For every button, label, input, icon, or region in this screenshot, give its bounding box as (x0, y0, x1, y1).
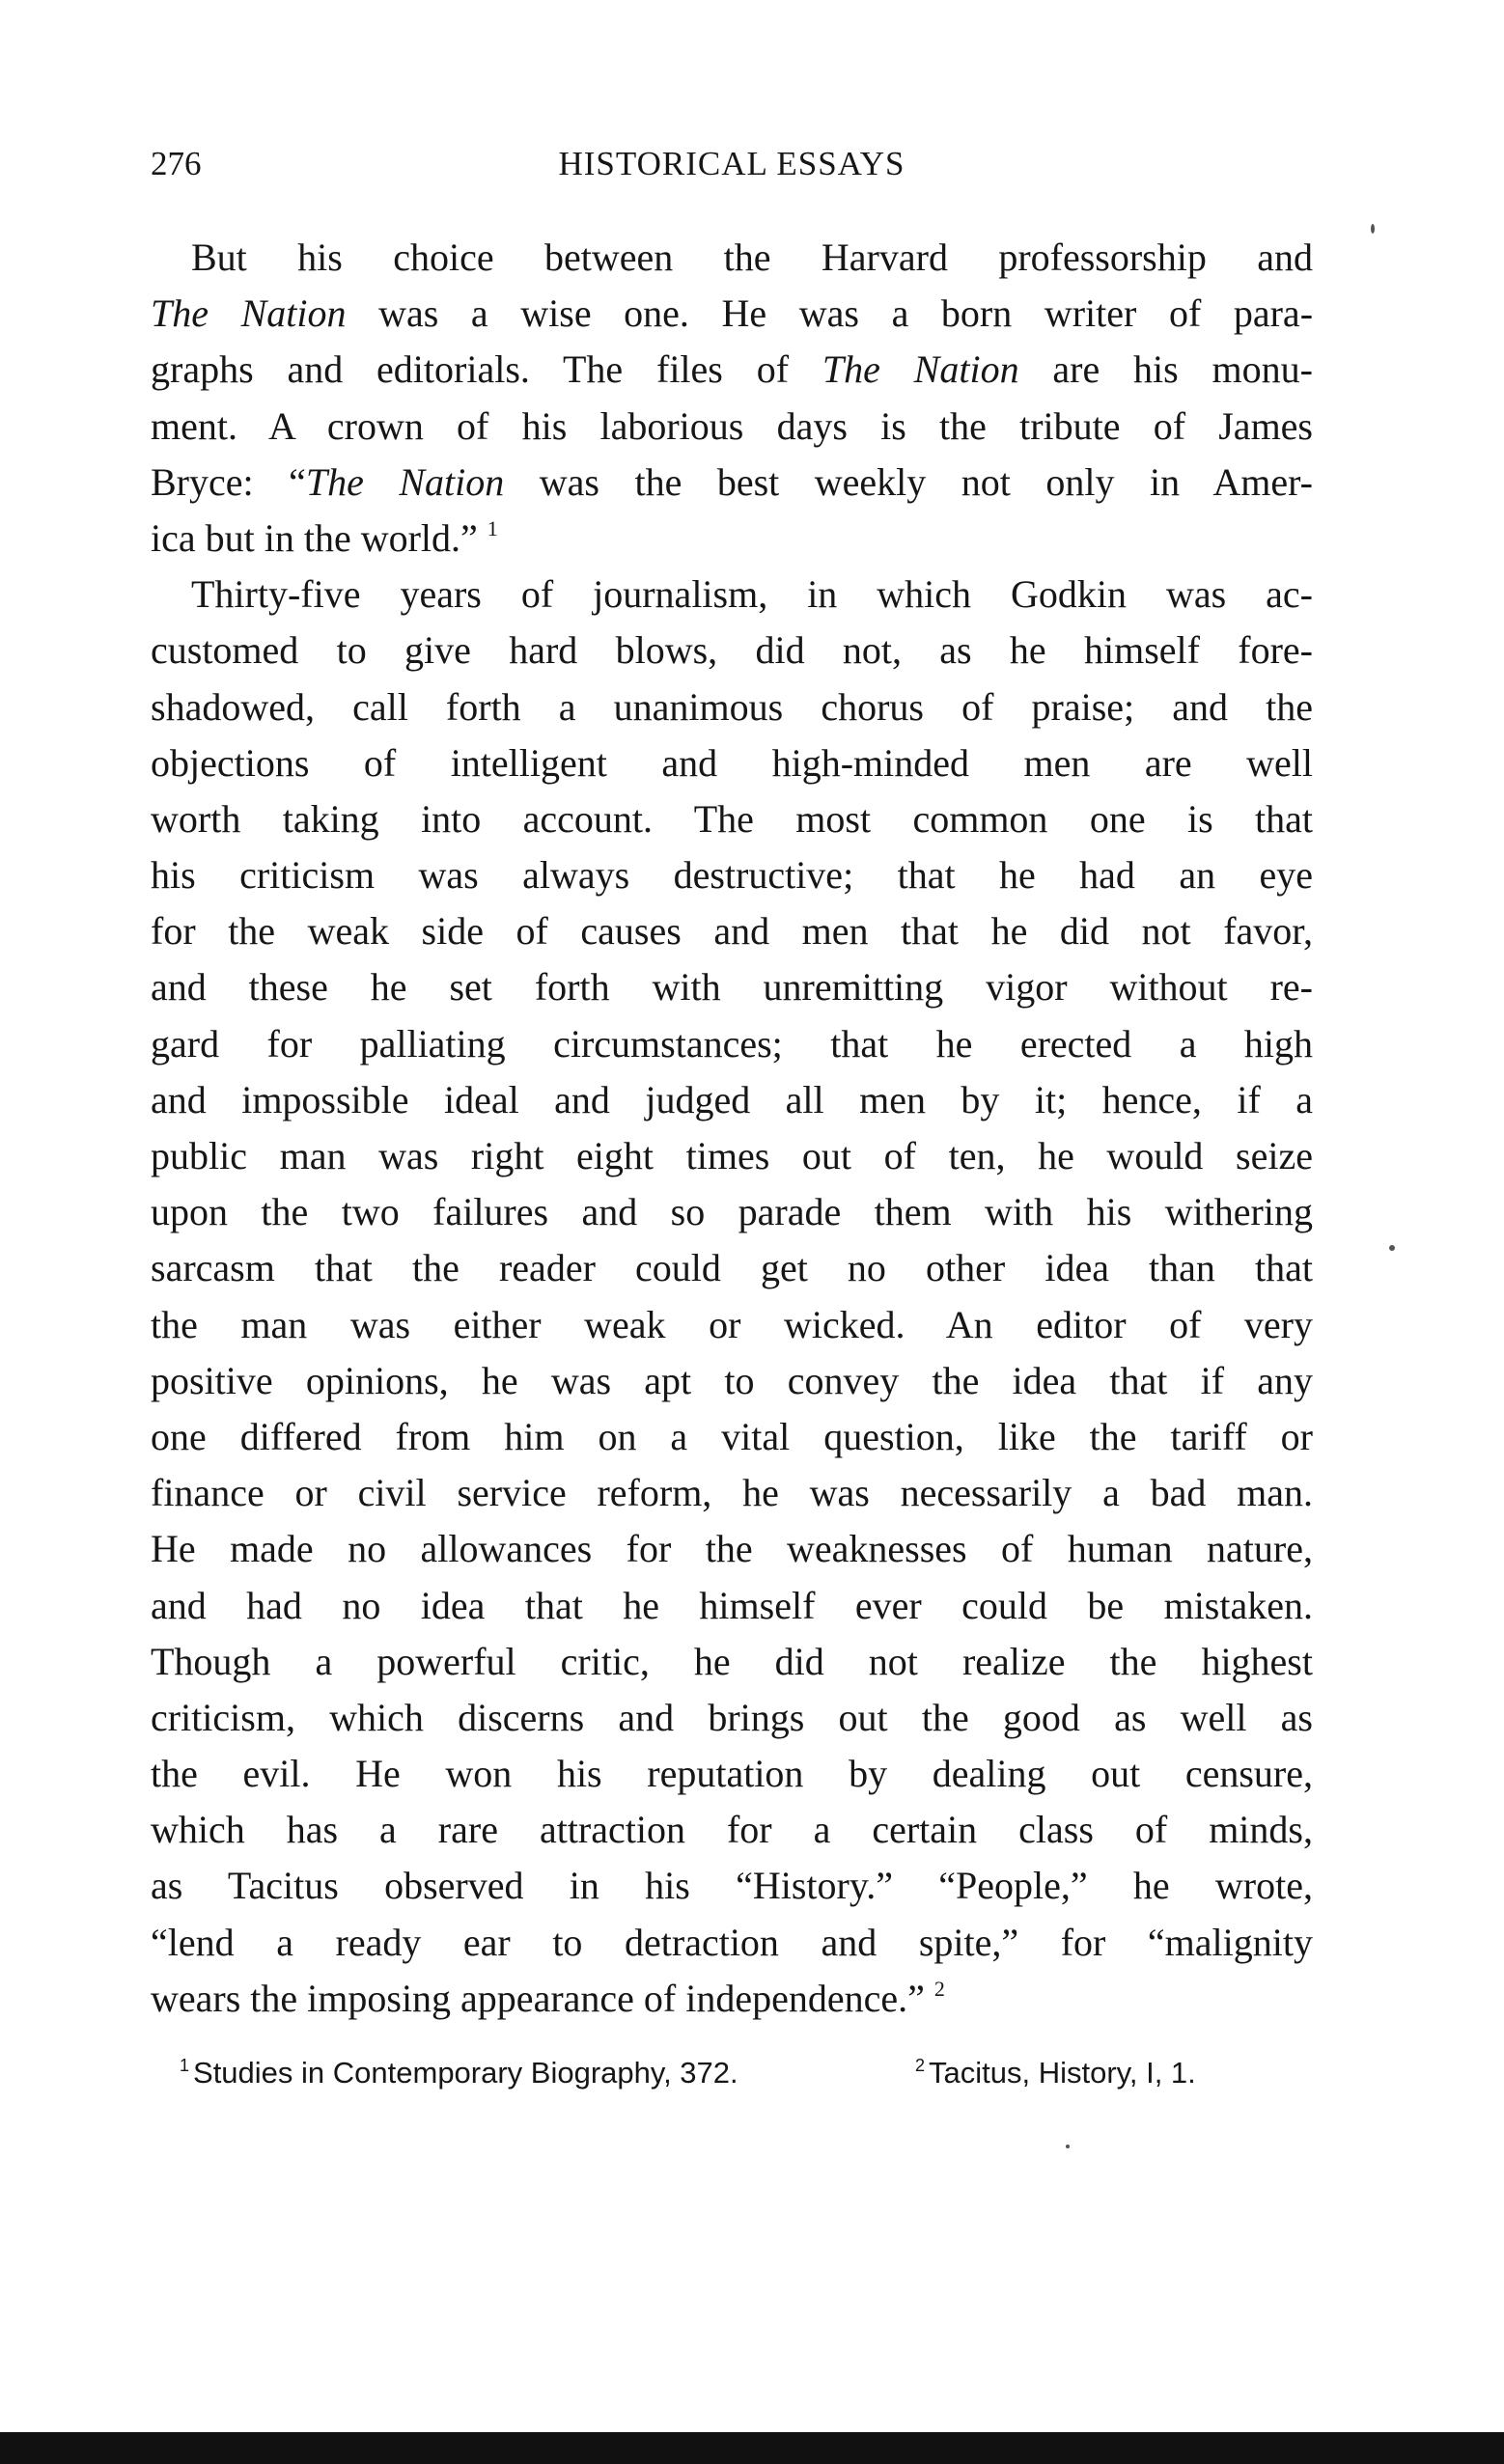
footnote (915, 2056, 1196, 2090)
footnote (180, 2056, 738, 2090)
text-line: customed to give hard blows, did not, as he himself fore- (151, 628, 1313, 673)
text-line: Thirty-five years of journalism, in which Godkin was ac- (191, 572, 1313, 617)
running-head: HISTORICAL ESSAYS (558, 145, 905, 182)
text-line: But his choice between the Harvard professorship and (191, 235, 1313, 279)
text-line: his criticism was always destructive; that he had an eye (151, 853, 1313, 898)
scan-speck (1066, 2145, 1070, 2148)
text-line: objections of intelligent and high-minded men are well (151, 740, 1313, 785)
text-line: the man was either weak or wicked. An editor of very (151, 1302, 1313, 1346)
page-number: 276 (151, 145, 202, 182)
italic-title: The Nation (305, 459, 505, 504)
italic-title: The Nation (151, 291, 347, 336)
footnote-text: Studies in Contemporary Biography, 372. (193, 2056, 738, 2090)
body-text (151, 230, 1313, 2027)
text-line: and these he set forth with unremitting vigor without re- (151, 965, 1313, 1010)
text-line: The Nation was a wise one. He was a born writer of para- (151, 291, 1314, 336)
text-line: ica but in the world.” $^1$ (151, 515, 498, 560)
text-line: gard for palliating circumstances; that he erected a high (151, 1021, 1313, 1066)
italic-title: The Nation (822, 347, 1019, 392)
text-line: public man was right eight times out of ten, he would seize (151, 1134, 1313, 1177)
text-line: criticism, which discerns and brings out the good as well as (151, 1695, 1313, 1739)
text-line: positive opinions, he was apt to convey the idea that if any (151, 1358, 1313, 1402)
page-header (151, 145, 1313, 203)
text-line: He made no allowances for the weaknesses of human nature, (151, 1527, 1313, 1571)
text-line: Bryce: “The Nation was the best weekly not only in Amer- (151, 459, 1313, 504)
text-line: graphs and editorials. The files of The Nation are his monu- (151, 347, 1313, 392)
footnote-marker: 1 (180, 2056, 190, 2075)
text-line: Though a powerful critic, he did not realize the highest (151, 1639, 1313, 1683)
text-line: as Tacitus observed in his “History.” “People,” he wrote, (151, 1864, 1313, 1908)
text-line: “lend a ready ear to detraction and spite,” for “malignity (151, 1920, 1313, 1964)
text-line: upon the two failures and so parade them with his withering (151, 1190, 1313, 1234)
text-line: finance or civil service reform, he was necessarily a bad man. (151, 1471, 1313, 1515)
text-line: worth taking into account. The most common one is that (151, 796, 1313, 841)
text-line: for the weak side of causes and men that he did not favor, (151, 909, 1313, 954)
text-line: shadowed, call forth a unanimous chorus of praise; and the (151, 684, 1313, 729)
scan-speck (1389, 1245, 1395, 1251)
text-line: ment. A crown of his laborious days is the tribute of James (151, 403, 1313, 448)
text-line: the evil. He won his reputation by dealing out censure, (151, 1752, 1313, 1796)
text-line: and had no idea that he himself ever could be mistaken. (151, 1583, 1313, 1627)
footnote-ref: 1 (487, 515, 498, 540)
scan-speck (1371, 224, 1375, 234)
scan-edge-bar (0, 2432, 1504, 2464)
text-line: and impossible ideal and judged all men by it; hence, if a (151, 1077, 1313, 1121)
footnote-text: Tacitus, History, I, 1. (929, 2056, 1196, 2090)
footnote-ref: 2 (933, 1976, 945, 2001)
text-line: sarcasm that the reader could get no other idea than that (151, 1246, 1313, 1290)
text-line: one differed from him on a vital question, like the tariff or (151, 1414, 1313, 1458)
text-line: wears the imposing appearance of independence.” $^2$ (151, 1976, 945, 2020)
text-line: which has a rare attraction for a certain class of minds, (151, 1808, 1313, 1852)
footnote-marker: 2 (915, 2056, 926, 2075)
